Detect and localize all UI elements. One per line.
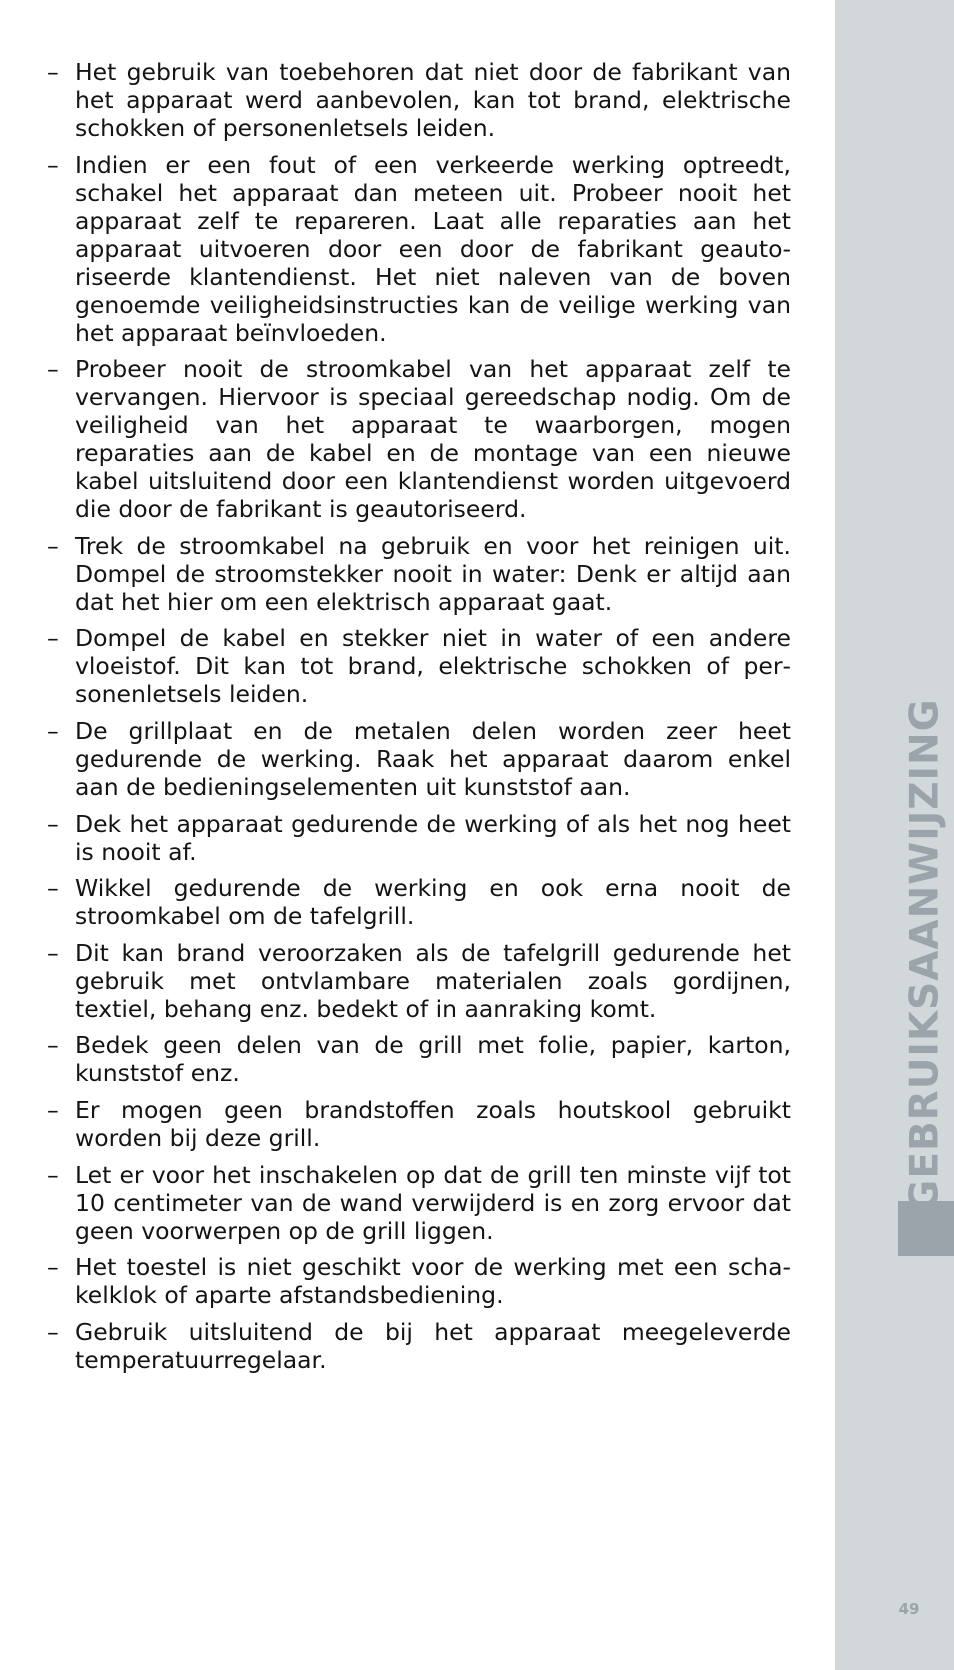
list-item [47, 624, 791, 708]
page-number: 49 [898, 1600, 920, 1618]
list-item [47, 874, 791, 930]
list-item-text: Indien er een fout of een verkeerde werking optreedt, schakel het apparaat dan meteen uit. Probeer nooit het apparaat zelf te repareren. Laat alle reparaties aan het apparaat uitvoeren door een door de fabrikant geautoriseerde klantendienst. Het niet naleven van de boven genoemde veiligheidsinstructies kan de veilige werking van het apparaat beïnvloeden. [75, 150, 791, 347]
list-item [47, 355, 791, 523]
list-item-text: Het toestel is niet geschikt voor de werking met een schakelklok of aparte afstandsbediening. [75, 1253, 791, 1310]
list-item-text: Bedek geen delen van de grill met folie, papier, karton, kunststof enz. [75, 1031, 791, 1088]
list-item-text: De grillplaat en de metalen delen worden zeer heet gedurende de werking. Raak het apparaat daarom enkel aan de bedieningselementen uit kunststof aan. [75, 716, 791, 801]
list-bullet: – [47, 809, 59, 838]
list-item [47, 717, 791, 801]
list-item-text: Probeer nooit de stroomkabel van het apparaat zelf te vervangen. Hiervoor is speciaal gereedschap nodig. Om de veiligheid van het apparaat te waarborgen, mogen reparaties aan de kabel en de montage van een nieuwe kabel uitsluitend door een klantendienst worden uitgevoerd die door de fabrikant is geautoriseerd. [75, 355, 791, 524]
list-bullet: – [47, 531, 59, 560]
list-item-text: Dek het apparaat gedurende de werking of als het nog heet is nooit af. [75, 809, 791, 866]
list-bullet: – [47, 1160, 59, 1189]
safety-instructions-list [47, 58, 791, 1382]
list-item [47, 58, 791, 142]
list-bullet: – [47, 1031, 59, 1060]
list-item [47, 1253, 791, 1309]
list-item-text: Het gebruik van toebehoren dat niet door de fabrikant van het apparaat werd aanbevolen, kan tot brand, elektrische schokken of personenletsels leiden. [75, 58, 791, 142]
list-bullet: – [47, 716, 59, 745]
list-bullet: – [47, 938, 59, 967]
list-item [47, 532, 791, 616]
list-item [47, 810, 791, 866]
list-item [47, 151, 791, 347]
list-bullet: – [47, 1317, 59, 1346]
list-bullet: – [47, 58, 59, 86]
list-item [47, 1318, 791, 1374]
list-item [47, 1031, 791, 1087]
list-bullet: – [47, 150, 59, 179]
section-label: GEBRUIKSAANWIJZING [902, 698, 948, 1212]
list-item-text: Trek de stroomkabel na gebruik en voor het reinigen uit. Dompel de stroomstekker nooit in water: Denk er altijd aan dat het hier om een elektrisch apparaat gaat. [75, 531, 791, 616]
list-item-text: Gebruik uitsluitend de bij het apparaat meegeleverde temperatuurregelaar. [75, 1317, 791, 1374]
list-bullet: – [47, 355, 59, 384]
list-bullet: – [47, 624, 59, 653]
list-item [47, 1096, 791, 1152]
list-bullet: – [47, 1095, 59, 1124]
list-item-text: Wikkel gedurende de werking en ook erna nooit de stroomkabel om de tafelgrill. [75, 874, 791, 931]
list-bullet: – [47, 874, 59, 903]
list-item-text: Er mogen geen brandstoffen zoals houtskool gebruikt worden bij deze grill. [75, 1095, 791, 1152]
list-item [47, 1161, 791, 1245]
list-item-text: Dit kan brand veroorzaken als de tafelgrill gedurende het gebruik met ontvlambare materialen zoals gordijnen, textiel, behang enz. bedekt of in aanraking komt. [75, 938, 791, 1023]
list-item-text: Let er voor het inschakelen op dat de grill ten minste vijf tot 10 centimeter van de wand verwijderd is en zorg ervoor dat geen voorwerpen op de grill liggen. [75, 1160, 791, 1245]
list-item-text: Dompel de kabel en stekker niet in water of een andere vloeistof. Dit kan tot brand, elektrische schokken of personenletsels leiden. [75, 624, 791, 709]
list-bullet: – [47, 1253, 59, 1282]
list-item [47, 939, 791, 1023]
